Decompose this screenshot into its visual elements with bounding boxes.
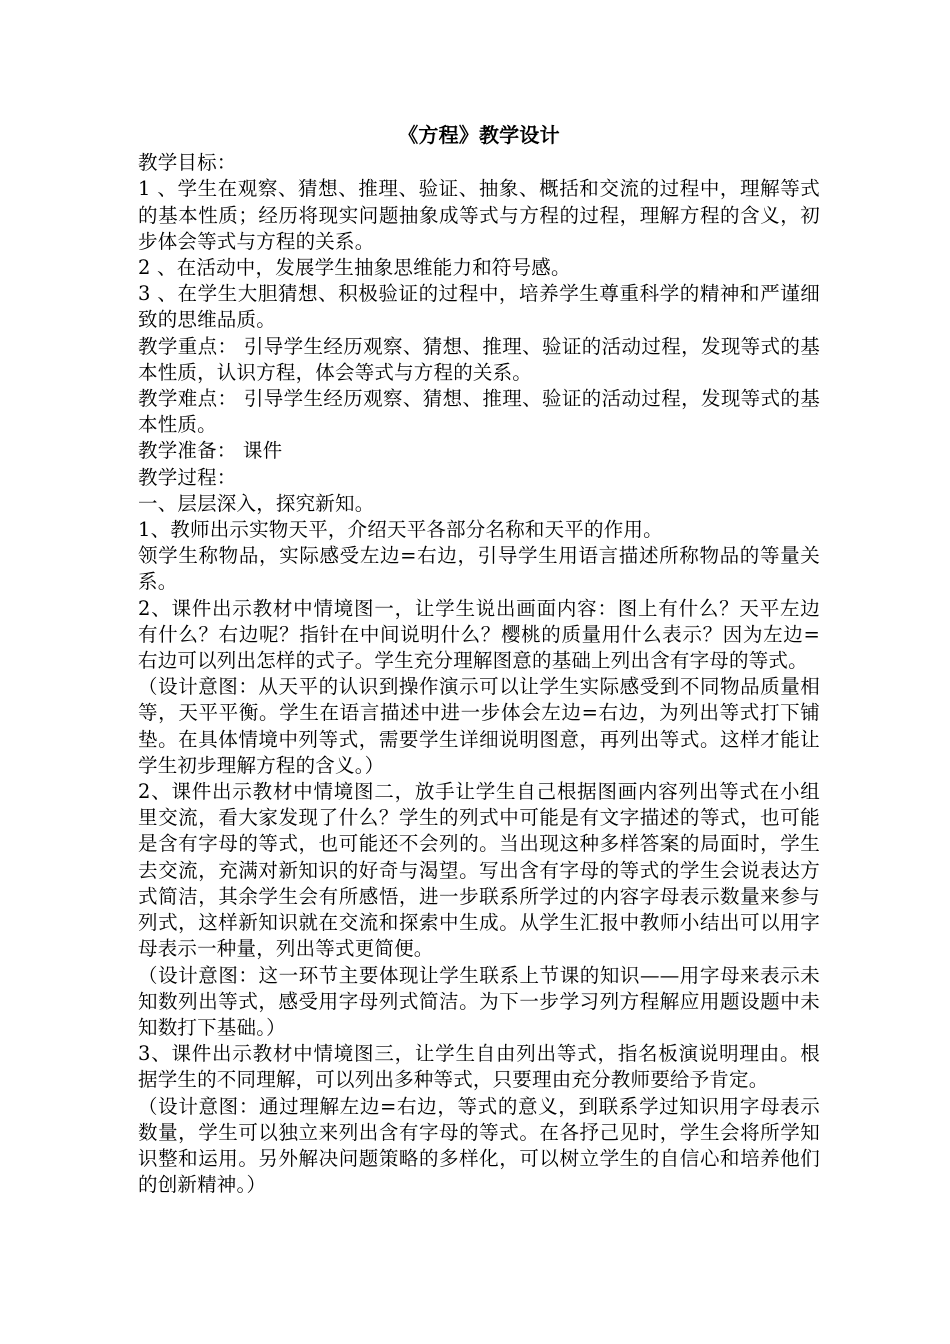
- paragraph-step-3: 3、课件出示教材中情境图三，让学生自由列出等式，指名板演说明理由。根据学生的不同理解，可以列出多种等式，只要理由充分教师要给予肯定。: [138, 1042, 820, 1092]
- paragraph-difficulties: 教学难点： 引导学生经历观察、猜想、推理、验证的活动过程，发现等式的基本性质。: [138, 387, 820, 437]
- paragraph-objectives-heading: 教学目标：: [138, 151, 237, 175]
- paragraph-objective-2: 2 、在活动中，发展学生抽象思维能力和符号感。: [138, 256, 571, 280]
- paragraph-process-heading: 教学过程：: [138, 465, 237, 489]
- paragraph-preparation: 教学准备： 课件: [138, 439, 283, 463]
- paragraph-step-2b: 2、课件出示教材中情境图二，放手让学生自己根据图画内容列出等式在小组里交流，看大家发现了什么？学生的列式中可能是有文字描述的等式，也可能是含有字母的等式，也可能还不会列的。当出现这种多样答案的局面时，学生去交流，充满对新知识的好奇与渴望。写出含有字母的等式的学生会说表达方式简洁，其余学生会有所感悟，进一步联系所学过的内容字母表示数量来参与列式，这样新知识就在交流和探索中生成。从学生汇报中教师小结出可以用字母表示一种量，列出等式更简便。: [138, 780, 820, 961]
- paragraph-design-intent-3: （设计意图：通过理解左边=右边，等式的意义，到联系学过知识用字母表示数量，学生可以独立来列出含有字母的等式。在各抒己见时，学生会将所学知识整和运用。另外解决问题策略的多样化，可以树立学生的自信心和培养他们的创新精神。）: [138, 1094, 820, 1197]
- paragraph-design-intent-2: （设计意图：这一环节主要体现让学生联系上节课的知识——用字母来表示未知数列出等式，感受用字母列式简洁。为下一步学习列方程解应用题设题中未知数打下基础。）: [138, 963, 820, 1039]
- paragraph-design-intent-1: （设计意图：从天平的认识到操作演示可以让学生实际感受到不同物品质量相等，天平平衡。学生在语言描述中进一步体会左边=右边，为列出等式打下铺垫。在具体情境中列等式，需要学生详细说明图意，再列出等式。这样才能让学生初步理解方程的含义。）: [138, 675, 820, 777]
- paragraph-step-1-detail: 领学生称物品，实际感受左边=右边，引导学生用语言描述所称物品的等量关系。: [138, 544, 820, 594]
- paragraph-section-1: 一、层层深入，探究新知。: [138, 491, 375, 515]
- paragraph-objective-1: 1 、学生在观察、猜想、推理、验证、抽象、概括和交流的过程中，理解等式的基本性质；经历将现实问题抽象成等式与方程的过程，理解方程的含义，初步体会等式与方程的关系。: [138, 177, 820, 253]
- paragraph-objective-3: 3 、在学生大胆猜想、积极验证的过程中，培养学生尊重科学的精神和严谨细致的思维品质。: [138, 282, 820, 332]
- paragraph-key-points: 教学重点： 引导学生经历观察、猜想、推理、验证的活动过程，发现等式的基本性质，认识方程，体会等式与方程的关系。: [138, 334, 820, 384]
- document-title: 《方程》教学设计: [398, 123, 560, 147]
- paragraph-step-1: 1、教师出示实物天平，介绍天平各部分名称和天平的作用。: [138, 518, 663, 542]
- paragraph-step-2a: 2、课件出示教材中情境图一，让学生说出画面内容：图上有什么？天平左边有什么？右边呢？指针在中间说明什么？樱桃的质量用什么表示？因为左边=右边可以列出怎样的式子。学生充分理解图意的基础上列出含有字母的等式。: [138, 596, 820, 673]
- document-page: [138, 122, 820, 1198]
